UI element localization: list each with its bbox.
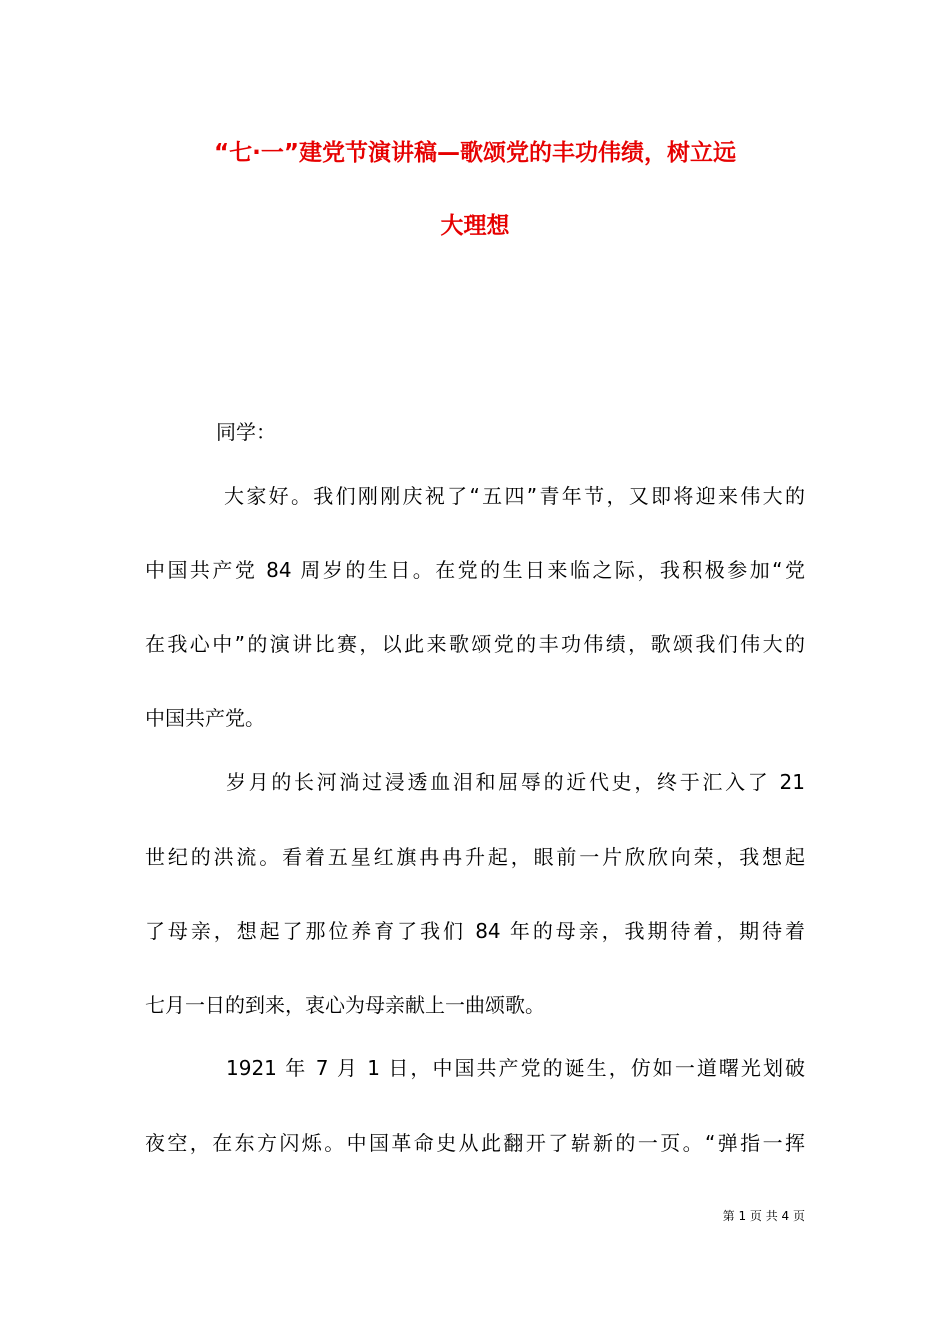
paragraph-3-line-2: 夜空，在东方闪烁。中国革命史从此翻开了崭新的一页。“弹指一挥 — [145, 1131, 805, 1155]
paragraph-2-line-3: 了母亲，想起了那位养育了我们 84 年的母亲，我期待着，期待着 — [145, 919, 805, 943]
paragraph-1-line-1: 大家好。我们刚刚庆祝了“五四”青年节，又即将迎来伟大的 — [224, 484, 805, 508]
paragraph-2-line-2: 世纪的洪流。看着五星红旗冉冉升起，眼前一片欣欣向荣，我想起 — [145, 845, 805, 869]
paragraph-1-line-4: 中国共产党。 — [145, 706, 265, 730]
paragraph-1-line-3: 在我心中”的演讲比赛，以此来歌颂党的丰功伟绩，歌颂我们伟大的 — [145, 632, 805, 656]
paragraph-1-line-2: 中国共产党 84 周岁的生日。在党的生日来临之际，我积极参加“党 — [145, 558, 805, 582]
paragraph-2-line-4: 七月一日的到来，衷心为母亲献上一曲颂歌。 — [145, 993, 545, 1017]
paragraph-2-line-1: 岁月的长河淌过浸透血泪和屈辱的近代史，终于汇入了 21 — [226, 770, 805, 794]
page-number-footer: 第 1 页 共 4 页 — [722, 1209, 805, 1223]
paragraph-3-line-1: 1921 年 7 月 1 日，中国共产党的诞生，仿如一道曙光划破 — [226, 1056, 805, 1080]
document-title-line-2: 大理想 — [440, 213, 510, 239]
document-title-line-1: “七·一”建党节演讲稿—歌颂党的丰功伟绩，树立远 — [214, 140, 736, 166]
salutation: 同学： — [216, 420, 276, 444]
